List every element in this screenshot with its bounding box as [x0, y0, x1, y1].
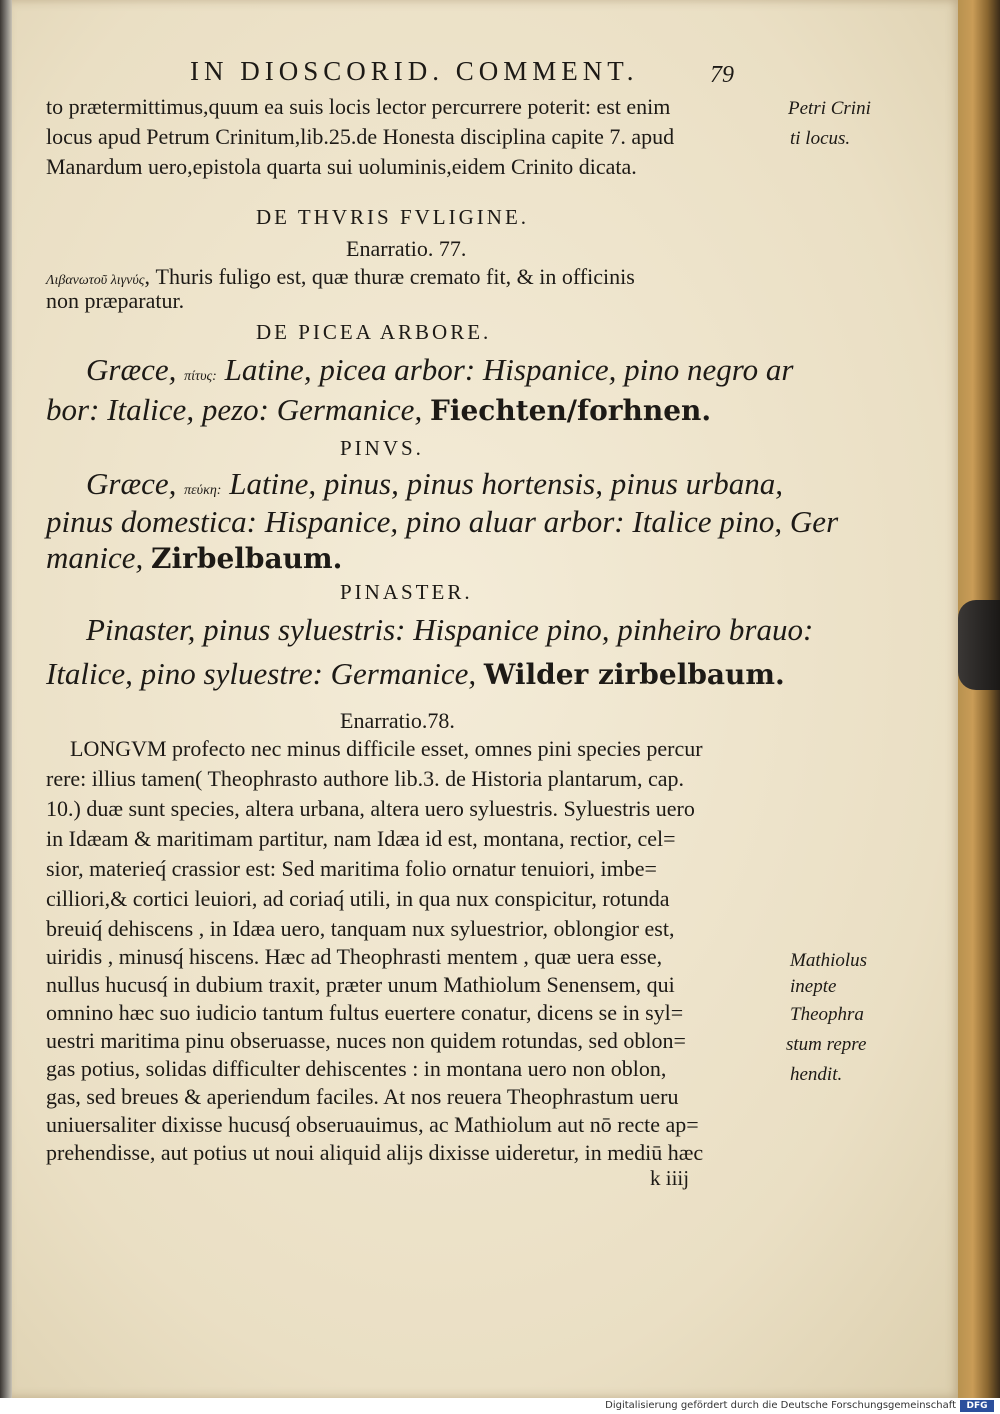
footer-credit: Digitalisierung gefördert durch die Deutsche Forschungsgemeinschaft [605, 1400, 956, 1411]
page-tab [958, 600, 1000, 690]
greek-term-thuris: Λιβανωτοῦ λιγνύς [46, 273, 145, 288]
pinus-line-2: pinus domestica: Hispanice, pino aluar arbor: Italice pino, Ger [46, 504, 839, 539]
page-edges [958, 0, 1000, 1398]
german-term-picea: Fiechten/forhnen. [429, 394, 712, 427]
enarratio-77: Enarratio. 77. [346, 236, 467, 261]
body-line-7: breuiq́ dehiscens , in Idæa uero, tanquam nux syluestrior, oblongior est, [46, 916, 675, 941]
body-line-4: in Idæam & maritimam partitur, nam Idæa id est, montana, rectior, cel= [46, 826, 676, 851]
margin-note-mathiolus-5: hendit. [790, 1064, 843, 1085]
heading-thuris: DE THVRIS FVLIGINE. [256, 205, 530, 229]
running-title: IN DIOSCORID. COMMENT. [190, 56, 639, 86]
margin-note-mathiolus-3: Theophra [790, 1004, 864, 1025]
german-term-pinaster: Wilder zirbelbaum. [483, 658, 785, 691]
body-line-8: uiridis , minusq́ hiscens. Hæc ad Theophrasti mentem , quæ uera esse, [46, 944, 663, 969]
body-line-10: omnino hæc suo iudicio tantum fultus euertere conatur, dicens se in syl= [46, 1000, 684, 1025]
margin-note-mathiolus-1: Mathiolus [790, 950, 868, 971]
margin-note-mathiolus-2: inepte [790, 976, 837, 997]
greek-term-pinus: πεύκη: [184, 483, 222, 498]
body-line-15: prehendisse, aut potius ut noui aliquid alijs dixisse uideretur, in mediū hæc [46, 1140, 704, 1165]
body-line-1: LONGVM profecto nec minus difficile esset, omnes pini species percur [70, 736, 703, 761]
pinaster-line-2: Italice, pino syluestre: Germanice, Wilder zirbelbaum. [46, 656, 785, 691]
body-line-11: uestri maritima pinu obseruasse, nuces non quidem rotundas, sed oblon= [46, 1028, 686, 1053]
body-line-3: 10.) duæ sunt species, altera urbana, altera uero syluestris. Syluestris uero [46, 796, 695, 821]
intro-line-1: to prætermittimus,quum ea suis locis lector percurrere poterit: est enim [46, 94, 671, 119]
page-number: 79 [710, 62, 734, 88]
body-line-13: gas, sed breues & aperiendum faciles. At nos reuera Theophrastum ueru [46, 1084, 679, 1109]
heading-picea: DE PICEA ARBORE. [256, 320, 492, 344]
body-line-6: cilliori,& cortici leuiori, ad coriaq́ utili, in qua nux conspicitur, rotunda [46, 886, 670, 911]
pinaster-line-1: Pinaster, pinus syluestris: Hispanice pino, pinheiro brauo: [86, 612, 814, 647]
picea-line-1: Græce, πίτυς: Latine, picea arbor: Hispanice, pino negro ar [86, 352, 794, 387]
enarratio-78: Enarratio.78. [340, 708, 455, 733]
footer-bar [0, 1398, 1000, 1414]
body-line-9: nullus hucusq́ in dubium traxit, præter unum Mathiolum Senensem, qui [46, 972, 675, 997]
book-spine [0, 0, 12, 1398]
heading-pinus: PINVS. [340, 436, 424, 460]
dfg-logo: DFG [960, 1400, 994, 1412]
body-line-5: sior, materieq́ crassior est: Sed maritima folio ornatur tenuiori, imbe= [46, 856, 657, 881]
margin-note-crinitus-2: ti locus. [790, 128, 851, 149]
intro-line-2: locus apud Petrum Crinitum,lib.25.de Honesta disciplina capite 7. apud [46, 124, 675, 149]
pinus-line-1: Græce, πεύκη: Latine, pinus, pinus hortensis, pinus urbana, [86, 466, 783, 501]
margin-note-crinitus-1: Petri Crini [788, 98, 871, 119]
signature-mark: k iiij [650, 1166, 690, 1190]
german-term-pinus: Zirbelbaum. [151, 542, 343, 575]
pinus-line-3: manice, Zirbelbaum. [46, 540, 343, 575]
body-line-2: rere: illius tamen( Theophrasto authore lib.3. de Historia plantarum, cap. [46, 766, 685, 791]
margin-note-mathiolus-4: stum repre [786, 1034, 867, 1055]
thuris-line-2: non præparatur. [46, 288, 185, 313]
picea-line-2: bor: Italice, pezo: Germanice, Fiechten/forhnen. [46, 392, 712, 427]
greek-term-picea: πίτυς: [184, 369, 217, 384]
body-line-14: uniuersaliter dixisse hucusq́ obseruauimus, ac Mathiolum aut nō recte ap= [46, 1112, 699, 1137]
heading-pinaster: PINASTER. [340, 580, 473, 604]
body-line-12: gas potius, solidas difficulter dehiscentes : in montana uero non oblon, [46, 1056, 667, 1081]
thuris-line-1: Λιβανωτοῦ λιγνύς, Thuris fuligo est, quæ thuræ cremato fit, & in officinis [46, 264, 635, 289]
intro-line-3: Manardum uero,epistola quarta sui uoluminis,eidem Crinito dicata. [46, 154, 637, 179]
